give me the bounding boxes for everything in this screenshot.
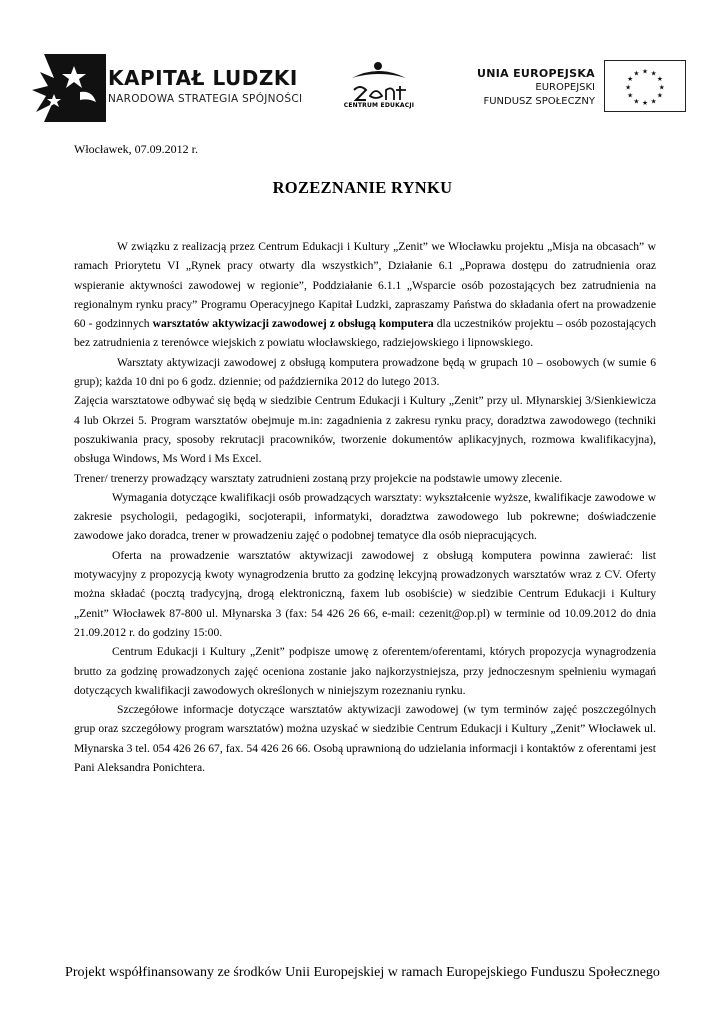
svg-text:★: ★ <box>633 97 640 106</box>
kapital-ludzki-logo <box>30 52 110 124</box>
svg-text:★: ★ <box>656 75 663 84</box>
paragraph-4: Trener/ trenerzy prowadzący warsztaty zatrudnieni zostaną przy projekcie na podstawie umowy zlecenie. <box>74 471 563 485</box>
svg-text:★: ★ <box>641 99 649 108</box>
svg-text:★: ★ <box>627 91 634 100</box>
kapital-ludzki-title: KAPITAŁ LUDZKI <box>108 66 298 90</box>
ue-line-2: EUROPEJSKI <box>535 82 595 93</box>
zenit-subtitle: CENTRUM EDUKACJI <box>343 102 415 109</box>
kapital-ludzki-subtitle: NARODOWA STRATEGIA SPÓJNOŚCI <box>108 93 303 105</box>
paragraph-1-part-a: W związku z realizacją przez Centrum Edukacji i Kultury „Zenit” we Włocławku projektu „Misja na obcasach” w ramach Priorytetu VI „Rynek pracy otwarty dla wszystkich”, Działanie 6.1 „Poprawa dostępu do zatrudnienia oraz wspieranie aktywności zawodowej w regionie”, Poddziałanie 6.1.1 „Wsparcie osób pozostających bez zatrudnienia na regionalnym rynku pracy” Programu Operacyjnego Kapitał Ludzki, zapraszamy Państwa do składania ofert na prowadzenie 60 - godzinnych <box>74 240 656 331</box>
paragraph-3: Zajęcia warsztatowe odbywać się będą w siedzibie Centrum Edukacji i Kultury „Zenit” przy ul. Młynarskiej 3/Sienkiewicza 4 lub Okrzei 5. Program warsztatów obejmuje m.in: zagadnienia z zakresu rynku pracy, doradztwa zawodowego (techniki poszukiwania pracy, sposoby rekrutacji pracowników, tworzenie dokumentów aplikacyjnych, rozmowa kwalifikacyjna), obsługa Windows, Ms Word i Ms Excel. <box>74 394 656 466</box>
svg-text:★: ★ <box>627 75 634 84</box>
eu-flag-icon <box>604 60 686 112</box>
paragraph-8: Szczegółowe informacje dotyczące warsztatów aktywizacji zawodowej (w tym terminów zajęć poszczególnych grup oraz szczegółowy program warsztatów) można uzyskać w siedzibie Centrum Edukacji i Kultury „Zenit” Włocławek ul. Młynarska 3 tel. 054 426 26 67, fax. 54 426 26 66. Osobą uprawnioną do udzielania informacji i kontaktów z oferentami jest Pani Aleksandra Ponichtera. <box>74 703 656 775</box>
svg-text:★: ★ <box>641 67 649 76</box>
ue-line-1: UNIA EUROPEJSKA <box>477 67 595 80</box>
document-title: ROZEZNANIE RYNKU <box>272 178 453 197</box>
footer-note: Projekt współfinansowany ze środków Unii Europejskiej w ramach Europejskiego Funduszu Społecznego <box>65 965 660 980</box>
svg-text:★: ★ <box>650 97 657 106</box>
document-body <box>74 237 656 777</box>
place-date: Włocławek, 07.09.2012 r. <box>74 142 198 156</box>
paragraph-1-bold: warsztatów aktywizacji zawodowej z obsługą komputera <box>152 317 434 331</box>
paragraph-1 <box>74 237 656 353</box>
paragraph-2: Warsztaty aktywizacji zawodowej z obsługą komputera prowadzone będą w grupach 10 – osobowych (w sumie 6 grup); każda 10 dni po 6 godz. dziennie; od października 2012 do lutego 2013. <box>74 355 656 389</box>
paragraph-1-part-b: dla uczestników projektu – osób pozostających bez zatrudnienia z terenówce wiejskich z powiatu włocławskiego, radziejowskiego i lipnowskiego. <box>74 317 656 350</box>
ue-text-block <box>477 66 595 109</box>
paragraph-7: Centrum Edukacji i Kultury „Zenit” podpisze umowę z oferentem/oferentami, których propozycja wynagrodzenia brutto za godzinę prowadzonych zajęć oceniona zostanie jako najkorzystniejsza, przy jednoczesnym spełnieniu wymagań dotyczących kwalifikacji zawodowych określonych w niniejszym rozeznaniu rynku. <box>74 645 656 697</box>
svg-text:★: ★ <box>650 69 657 78</box>
paragraph-5: Wymagania dotyczące kwalifikacji osób prowadzących warsztaty: wykształcenie wyższe, kwalifikacje zawodowe w zakresie psychologii, pedagogiki, socjoterapii, informatyki, doradztwa zawodowego lub pokrewne; doświadczenie zawodowe jako doradca, trener w prowadzeniu zajęć o podobnej tematyce dla osób niepracujących. <box>74 490 656 543</box>
ue-line-3: FUNDUSZ SPOŁECZNY <box>483 96 595 107</box>
svg-text:★: ★ <box>656 91 663 100</box>
paragraph-6: Oferta na prowadzenie warsztatów aktywizacji zawodowej z obsługą komputera powinna zawierać: list motywacyjny z propozycją kwoty wynagrodzenia brutto za godzinę lekcyjną prowadzonych warsztatów wraz z CV. Oferty można składać (pocztą tradycyjną, drogą elektroniczną, faxem lub osobiście) w siedzibie Centrum Edukacji i Kultury „Zenit” Włocławek 87-800 ul. Młynarska 3 (fax: 54 426 26 66, e-mail: cezenit@op.pl) w terminie od 10.09.2012 do dnia 21.09.2012 r. do godziny 15:00. <box>74 548 656 639</box>
svg-text:★: ★ <box>633 69 640 78</box>
svg-text:★: ★ <box>658 83 665 92</box>
svg-text:★: ★ <box>625 83 632 92</box>
